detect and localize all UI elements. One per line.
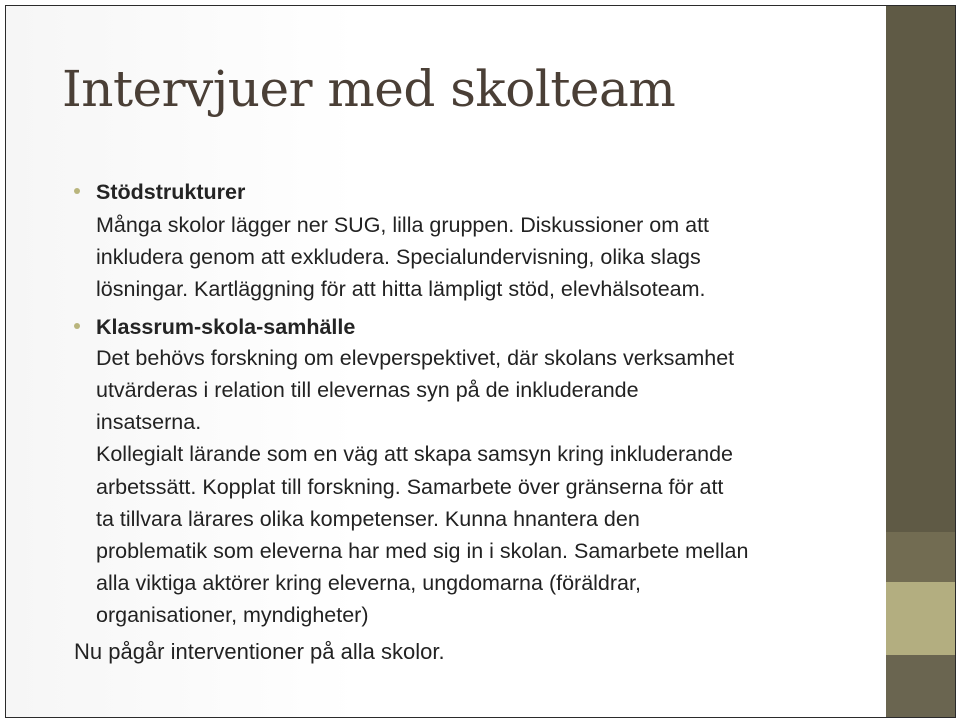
section-line: Kollegialt lärande som en väg att skapa samsyn kring inkluderande [96,442,734,466]
section-line: lösningar. Kartläggning för att hitta lämpligt stöd, elevhälsoteam. [96,277,706,301]
bullet-dot-icon [74,188,80,194]
section-line: alla viktiga aktörer kring eleverna, ungdomarna (föräldrar, [96,571,641,595]
section-line: inkludera genom att exkludera. Specialundervisning, olika slags [96,245,701,269]
footer-note: Nu pågår interventioner på alla skolor. [74,639,445,664]
bullet-dot-icon [74,323,80,329]
section-heading-stodstrukturer: Stödstrukturer [96,180,246,204]
slide-title: Intervjuer med skolteam [62,60,676,118]
section-line: utvärderas i relation till elevernas syn på de inkluderande [96,378,639,402]
section-line: problematik som eleverna har med sig in i skolan. Samarbete mellan [96,539,749,563]
section-line: insatserna. [96,410,202,434]
section-line: organisationer, myndigheter) [96,603,369,627]
section-line: Många skolor lägger ner SUG, lilla gruppen. Diskussioner om att [96,213,710,237]
section-heading-klassrum: Klassrum-skola-samhälle [96,315,356,339]
section-line: arbetssätt. Kopplat till forskning. Samarbete över gränserna för att [96,475,724,499]
section-line: Det behövs forskning om elevperspektivet, där skolans verksamhet [96,346,735,370]
section-line: ta tillvara lärares olika kompetenser. Kunna hnantera den [96,507,640,531]
